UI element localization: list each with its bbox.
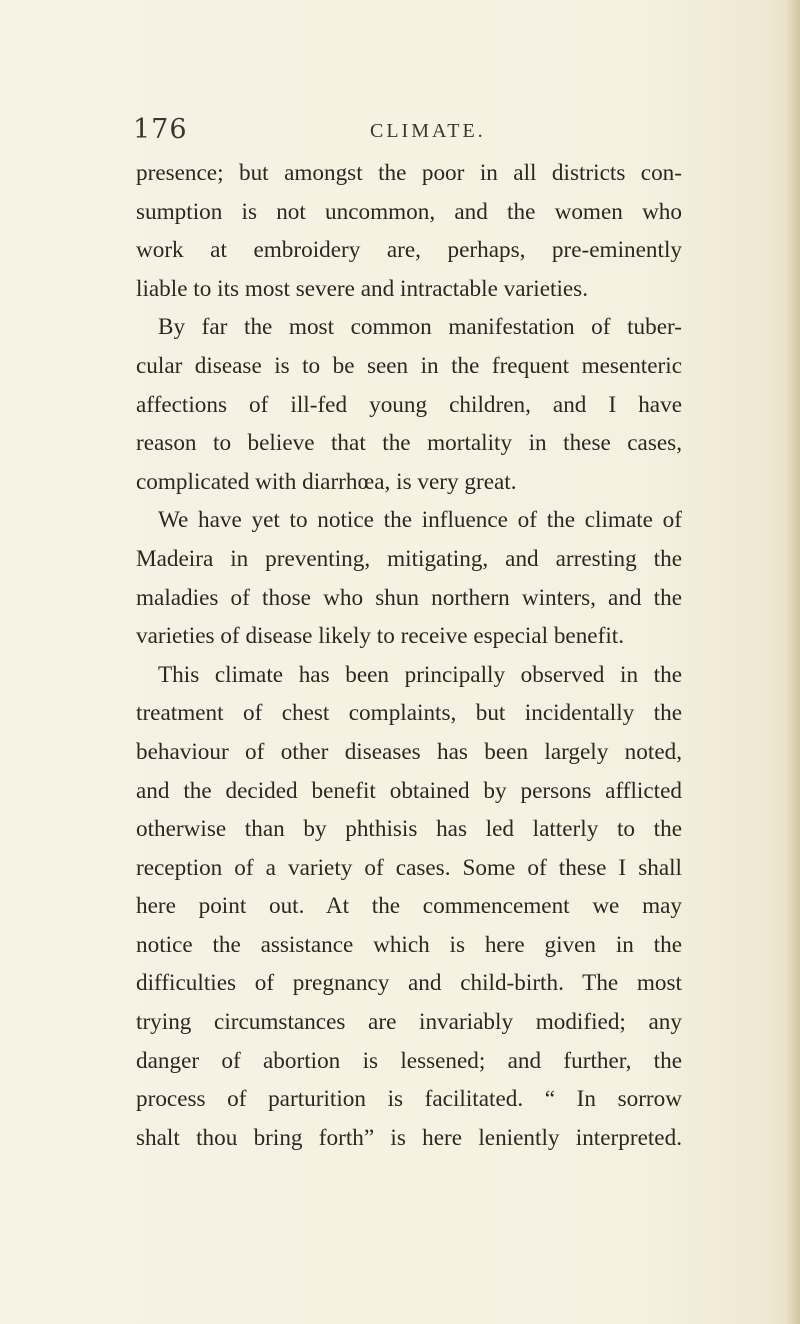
text-line: otherwise than by phthisis has led latterly to the [136, 816, 682, 843]
text-line: here point out. At the commencement we may [136, 893, 682, 920]
text-line: complicated with diarrhœa, is very great. [136, 468, 517, 495]
text-line: danger of abortion is lessened; and further, the [136, 1047, 682, 1074]
text-line: and the decided benefit obtained by persons afflicted [136, 777, 682, 804]
page-edge-shadow [786, 0, 800, 1324]
text-line: sumption is not uncommon, and the women who [136, 198, 682, 225]
text-line: reason to believe that the mortality in these cases, [136, 430, 682, 457]
text-line: This climate has been principally observed in the [158, 661, 682, 688]
text-line: difficulties of pregnancy and child-birth. The most [136, 970, 682, 997]
text-line: maladies of those who shun northern winters, and the [136, 584, 682, 611]
running-head: CLIMATE. [370, 120, 486, 142]
text-line: notice the assistance which is here given in the [136, 931, 682, 958]
text-line: process of parturition is facilitated. “ In sorrow [136, 1086, 682, 1113]
body-text [136, 154, 682, 1157]
text-line: presence; but amongst the poor in all districts con- [136, 160, 682, 186]
page-header [133, 114, 633, 154]
text-line: reception of a variety of cases. Some of these I shall [136, 854, 682, 881]
text-line: behaviour of other diseases has been largely noted, [136, 738, 682, 765]
text-line: treatment of chest complaints, but incidentally the [136, 700, 682, 727]
text-line: liable to its most severe and intractable varieties. [136, 275, 588, 302]
text-line: By far the most common manifestation of tuber- [158, 314, 682, 341]
text-line: shalt thou bring forth” is here leniently interpreted. [136, 1124, 682, 1151]
text-line: cular disease is to be seen in the frequent mesenteric [136, 352, 682, 379]
text-line: Madeira in preventing, mitigating, and arresting the [136, 545, 682, 572]
text-line: trying circumstances are invariably modified; any [136, 1009, 682, 1036]
text-line: We have yet to notice the influence of the climate of [158, 507, 682, 534]
text-line: work at embroidery are, perhaps, pre-eminently [136, 237, 682, 264]
text-line: varieties of disease likely to receive especial benefit. [136, 623, 625, 650]
text-line: affections of ill-fed young children, and I have [136, 391, 682, 418]
page-number: 176 [133, 114, 188, 145]
